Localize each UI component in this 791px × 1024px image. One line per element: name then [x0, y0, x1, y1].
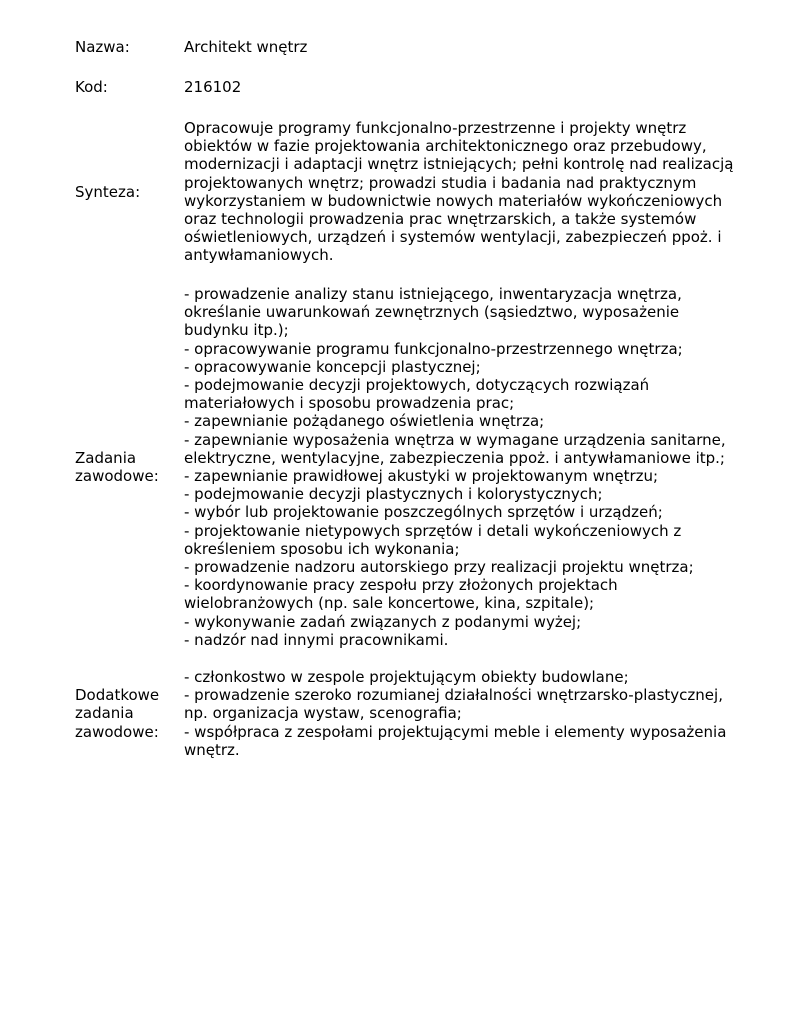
name-value: Architekt wnętrz	[184, 38, 308, 56]
additional-tasks-label: Dodatkowe zadania zawodowe:	[75, 686, 160, 741]
name-label: Nazwa:	[75, 38, 130, 56]
code-label: Kod:	[75, 78, 108, 96]
code-row	[75, 78, 765, 96]
tasks-row	[75, 285, 765, 649]
synthesis-row	[75, 119, 765, 265]
tasks-label: Zadania zawodowe:	[75, 448, 159, 486]
additional-tasks-list: - członkostwo w zespole projektującym obiekty budowlane; - prowadzenie szeroko rozumianej działalności wnętrzarsko-plastycznej, np. organizacja wystaw, scenografia; - współpraca z zespołami projektującymi meble i elementy wyposażenia wnętrz.	[184, 668, 727, 759]
synthesis-text: Opracowuje programy funkcjonalno-przestrzenne i projekty wnętrz obiektów w fazie projektowania architektonicznego oraz przebudowy, modernizacji i adaptacji wnętrz istniejących; pełni kontrolę nad realizacją projektowanych wnętrz; prowadzi studia i badania nad praktycznym wykorzystaniem w budownictwie nowych materiałów wykończeniowych oraz technologii prowadzenia prac wnętrzarskich, a także systemów oświetleniowych, urządzeń i systemów wentylacji, zabezpieczeń ppoż. i antywłamaniowych.	[184, 119, 734, 265]
code-value: 216102	[184, 78, 242, 96]
synthesis-label: Synteza:	[75, 182, 141, 201]
additional-tasks-row	[75, 668, 765, 759]
tasks-list: - prowadzenie analizy stanu istniejącego, inwentaryzacja wnętrza, określanie uwarunkowań zewnętrznych (sąsiedztwo, wyposażenie budynku itp.); - opracowywanie programu funkcjonalno-przestrzennego wnętrza; - opracowywanie koncepcji plastycznej; - podejmowanie decyzji projektowych, dotyczących rozwiązań materiałowych i sposobu prowadzenia prac; - zapewnianie pożądanego oświetlenia wnętrza; - zapewnianie wyposażenia wnętrza w wymagane urządzenia sanitarne, elektryczne, wentylacyjne, zabezpieczenia ppoż. i antywłamaniowe itp.; - zapewnianie prawidłowej akustyki w projektowanym wnętrzu; - podejmowanie decyzji plastycznych i kolorystycznych; - wybór lub projektowanie poszczególnych sprzętów i urządzeń; - projektowanie nietypowych sprzętów i detali wykończeniowych z określeniem sposobu ich wykonania; - prowadzenie nadzoru autorskiego przy realizacji projektu wnętrza; - koordynowanie pracy zespołu przy złożonych projektach wielobranżowych (np. sale koncertowe, kina, szpitale); - wykonywanie zadań związanych z podanymi wyżej; - nadzór nad innymi pracownikami.	[184, 285, 726, 649]
name-row	[75, 38, 765, 56]
